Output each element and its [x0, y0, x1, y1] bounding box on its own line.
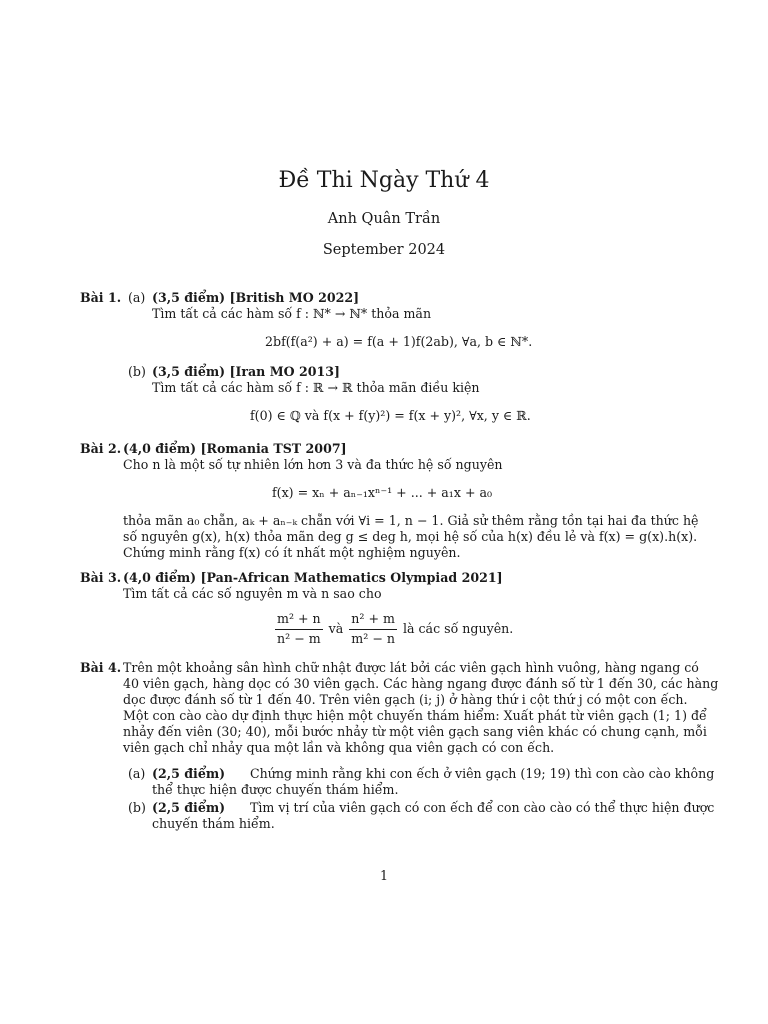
- problem-2-heading: (4,0 điểm) [Romania TST 2007]: [123, 441, 347, 456]
- problem-4b-heading: (2,5 điểm): [152, 800, 226, 815]
- problem-4-line: dọc được đánh số từ 1 đến 40. Trên viên gạch (i; j) ở hàng thứ i cột thứ j có một con ếch.: [123, 692, 688, 707]
- fraction-1: [275, 611, 323, 647]
- problem-4-label: Bài 4.: [80, 660, 122, 675]
- conjunction: và: [328, 620, 344, 636]
- problem-1b-text: Tìm tất cả các hàm số f : ℝ → ℝ thỏa mãn điều kiện: [152, 380, 480, 395]
- problem-3-heading: (4,0 điểm) [Pan-African Mathematics Olympiad 2021]: [123, 570, 503, 585]
- problem-1a-tag: (a): [128, 290, 146, 305]
- problem-2-label: Bài 2.: [80, 441, 122, 456]
- problem-4a-text: Chứng minh rằng khi con ếch ở viên gạch (19; 19) thì con cào cào không: [250, 766, 715, 781]
- fraction-1-numerator: m² + n: [275, 611, 323, 630]
- fraction-1-denominator: n² − m: [277, 630, 321, 646]
- page-number: 1: [379, 868, 388, 883]
- fraction-2: [349, 611, 397, 647]
- problem-4-line: Một con cào cào dự định thực hiện một chuyến thám hiểm: Xuất phát từ viên gạch (1; 1) để: [123, 708, 707, 723]
- problem-3-fraction-expression: [272, 611, 513, 647]
- problem-4a-tag: (a): [128, 766, 146, 781]
- problem-1a-text: Tìm tất cả các hàm số f : ℕ* → ℕ* thỏa mãn: [152, 306, 432, 321]
- problem-4b-text: Tìm vị trí của viên gạch có con ếch để con cào cào có thể thực hiện được: [250, 800, 715, 815]
- problem-4-line: Trên một khoảng sân hình chữ nhật được lát bởi các viên gạch hình vuông, hàng ngang có: [123, 660, 699, 675]
- problem-2-line: số nguyên g(x), h(x) thỏa mãn deg g ≤ deg h, mọi hệ số của h(x) đều lẻ và f(x) = g(x).h(x).: [123, 529, 698, 544]
- problem-1a-heading: (3,5 điểm) [British MO 2022]: [152, 290, 360, 305]
- author: Anh Quân Trần: [327, 211, 441, 227]
- problem-3-label: Bài 3.: [80, 570, 122, 585]
- date: September 2024: [322, 242, 446, 258]
- problem-1b-equation: f(0) ∈ ℚ và f(x + f(y)²) = f(x + y)², ∀x, y ∈ ℝ.: [250, 408, 531, 423]
- problem-3-line: Tìm tất cả các số nguyên m và n sao cho: [123, 586, 382, 601]
- problem-1-label: Bài 1.: [80, 290, 122, 305]
- problem-4-line: nhảy đến viên (30; 40), mỗi bước nhảy từ một viên gạch sang viên khác có chung cạnh, mỗi: [123, 724, 707, 739]
- problem-1b-heading: (3,5 điểm) [Iran MO 2013]: [152, 364, 341, 379]
- problem-4b-tag: (b): [128, 800, 146, 815]
- problem-4-line: viên gạch chỉ nhảy qua một lần và không qua viên gạch có con ếch.: [123, 740, 555, 755]
- problem-4-line: 40 viên gạch, hàng dọc có 30 viên gạch. Các hàng ngang được đánh số từ 1 đến 30, các hàng: [123, 676, 719, 691]
- problem-4b-text: chuyến thám hiểm.: [152, 816, 275, 831]
- problem-1b-tag: (b): [128, 364, 146, 379]
- fraction-2-denominator: m² − n: [351, 630, 395, 646]
- page-title: Đề Thi Ngày Thứ 4: [278, 168, 490, 193]
- fraction-tail: là các số nguyên.: [402, 620, 514, 636]
- problem-2-equation: f(x) = xₙ + aₙ₋₁xⁿ⁻¹ + ... + a₁x + a₀: [272, 485, 493, 500]
- fraction-2-numerator: n² + m: [349, 611, 397, 630]
- problem-1a-equation: 2bf(f(a²) + a) = f(a + 1)f(2ab), ∀a, b ∈ ℕ*.: [265, 334, 533, 349]
- problem-4a-text: thể thực hiện được chuyến thám hiểm.: [152, 782, 399, 797]
- problem-2-line: Cho n là một số tự nhiên lớn hơn 3 và đa thức hệ số nguyên: [123, 457, 503, 472]
- problem-2-line: thỏa mãn a₀ chẵn, aₖ + aₙ₋ₖ chẵn với ∀i = 1, n − 1. Giả sử thêm rằng tồn tại hai đa thức hệ: [123, 513, 699, 528]
- problem-4a-heading: (2,5 điểm): [152, 766, 226, 781]
- problem-2-line: Chứng minh rằng f(x) có ít nhất một nghiệm nguyên.: [123, 545, 461, 560]
